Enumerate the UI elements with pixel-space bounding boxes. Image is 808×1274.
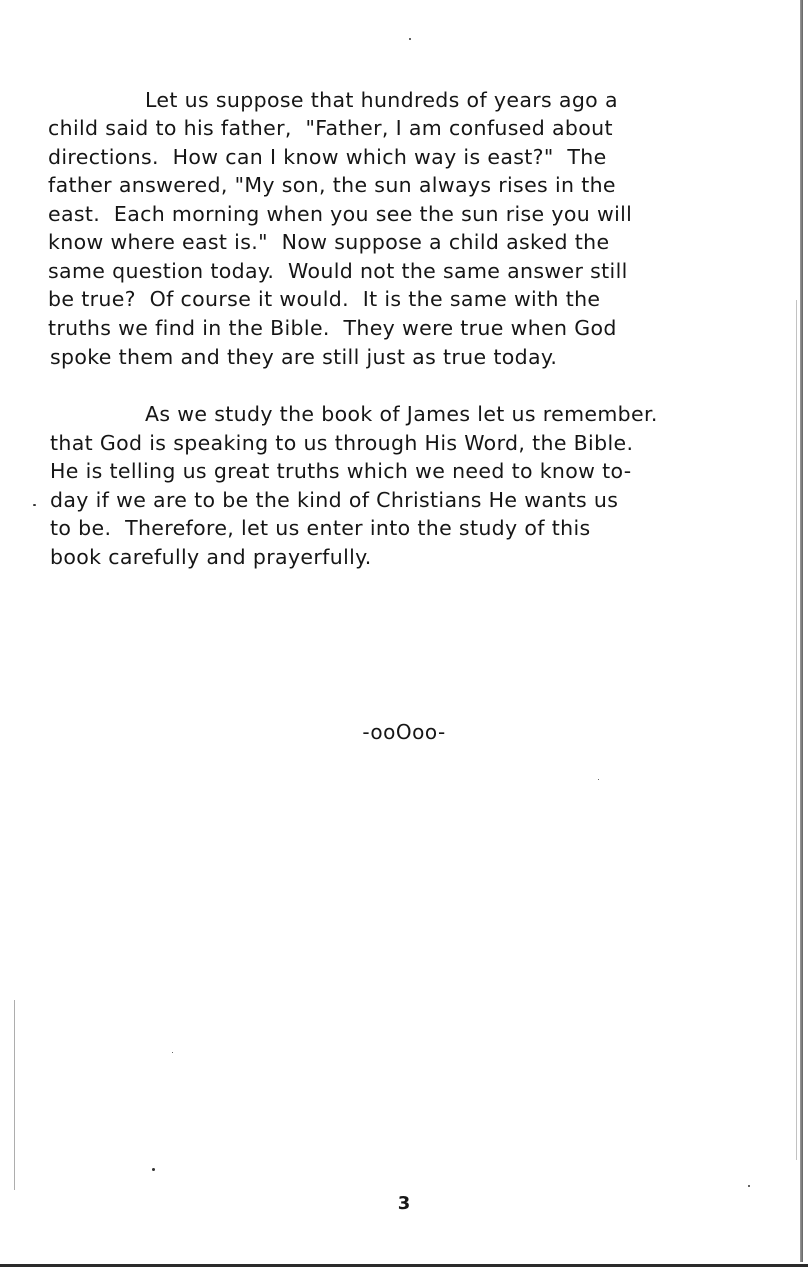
scan-speck — [409, 38, 411, 40]
scan-speck — [172, 1052, 173, 1053]
paragraph-line: that God is speaking to us through His Word, the Bible. — [50, 431, 634, 455]
scan-edge-bottom — [0, 1264, 808, 1267]
scan-speck — [598, 779, 599, 780]
paragraph-line: spoke them and they are still just as true today. — [50, 345, 558, 369]
paragraph-line: father answered, "My son, the sun always rises in the — [48, 173, 616, 197]
scan-speck — [748, 1185, 750, 1187]
scan-edge-right — [800, 0, 803, 1262]
section-divider: -ooOoo- — [362, 720, 446, 744]
paragraph-line: directions. How can I know which way is east?" The — [48, 145, 607, 169]
paragraph-line: day if we are to be the kind of Christians He wants us — [50, 488, 619, 512]
paragraph-line: same question today. Would not the same answer still — [48, 259, 628, 283]
paragraph-line: east. Each morning when you see the sun rise you will — [48, 202, 633, 226]
scan-speck — [152, 1168, 155, 1171]
paragraph-line: be true? Of course it would. It is the same with the — [48, 287, 601, 311]
scan-edge-left — [14, 1000, 15, 1190]
page-number: 3 — [397, 1193, 411, 1214]
paragraph-line: to be. Therefore, let us enter into the study of this — [50, 516, 591, 540]
scan-speck — [33, 504, 36, 506]
paragraph-line: truths we find in the Bible. They were true when God — [48, 316, 617, 340]
paragraph-line: Let us suppose that hundreds of years ago a — [145, 88, 618, 112]
paragraph-line: child said to his father, "Father, I am confused about — [48, 116, 613, 140]
scan-edge-right-inner — [796, 300, 797, 1160]
paragraph-line: book carefully and prayerfully. — [50, 545, 372, 569]
paragraph-line: As we study the book of James let us remember. — [145, 402, 658, 426]
paragraph-line: know where east is." Now suppose a child asked the — [48, 230, 610, 254]
paragraph-line: He is telling us great truths which we need to know to- — [50, 459, 632, 483]
